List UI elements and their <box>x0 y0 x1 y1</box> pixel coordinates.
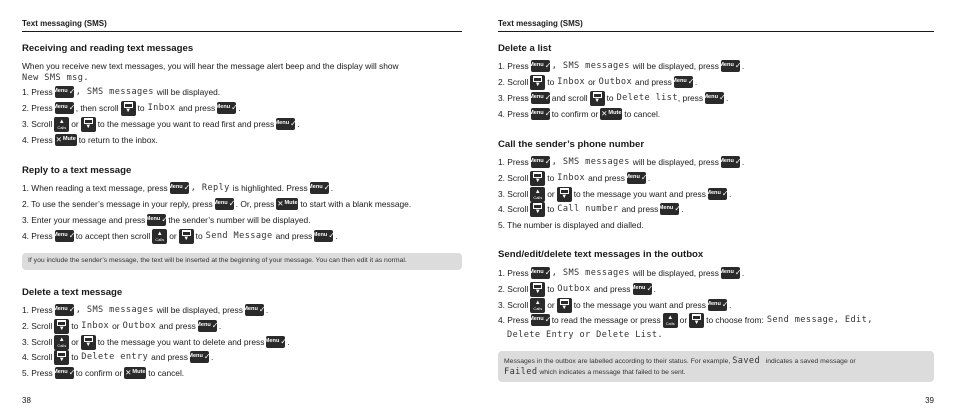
menu-key-icon: Menu ✓ <box>529 315 552 324</box>
menu-key-icon: Menu ✓ <box>308 183 331 192</box>
text: will be displayed. <box>156 86 221 97</box>
menu-key-icon: Menu ✓ <box>706 300 729 309</box>
menu-key-icon: Menu ✓ <box>213 199 236 208</box>
page-number: 38 <box>22 396 31 405</box>
menu-key-icon: Menu ✓ <box>274 119 297 128</box>
text: 1. When reading a text message, press <box>22 182 168 193</box>
step-2 <box>498 171 650 185</box>
menu-key-icon: Menu ✓ <box>53 103 76 112</box>
phonebook-down-key-icon: ▼ <box>530 202 545 217</box>
text: to <box>606 92 614 103</box>
text: to start with a blank message. <box>300 198 412 209</box>
step-2 <box>498 75 697 89</box>
text: 4. Scroll <box>498 203 529 214</box>
text: . <box>741 156 745 167</box>
text: or <box>679 314 688 325</box>
text: 1. Press <box>22 304 53 315</box>
display-text: Delete entry <box>81 351 149 362</box>
display-text: , SMS messages <box>551 60 630 71</box>
text: 2. To use the sender’s message in your reply, press <box>22 198 213 209</box>
text: to <box>195 230 203 241</box>
phonebook-down-key-icon: ▼ <box>530 75 545 90</box>
text: . <box>741 60 745 71</box>
display-text: New SMS msg. <box>22 72 89 83</box>
mute-key-icon: ✕ Mute <box>55 135 76 145</box>
menu-key-icon: Menu ✓ <box>168 183 191 192</box>
menu-key-icon: Menu ✓ <box>53 305 76 314</box>
display-text: Inbox <box>557 172 586 183</box>
text: or <box>71 336 79 347</box>
step-2 <box>22 319 221 333</box>
text: 3. Enter your message and press <box>22 214 146 225</box>
text: to the message you want and press <box>573 188 706 199</box>
text: or <box>588 76 596 87</box>
text: to read the message or press <box>551 314 661 325</box>
step-1 <box>22 181 333 195</box>
display-text: Failed <box>504 366 538 377</box>
step-3 <box>22 213 311 227</box>
text: to cancel. <box>624 108 661 119</box>
calls-up-key-icon: ▲ Calls <box>530 298 545 313</box>
text: 4. Press <box>498 108 529 119</box>
text: or <box>169 230 177 241</box>
text: or <box>547 299 555 310</box>
text: 5. The number is displayed and dialled. <box>498 219 644 230</box>
phonebook-down-key-icon: ▼ <box>689 313 704 328</box>
phonebook-down-key-icon: ▼ <box>530 282 545 297</box>
phonebook-down-key-icon: ▼ <box>81 117 96 132</box>
info-note <box>498 351 934 382</box>
text: . <box>297 118 300 129</box>
step-4 <box>498 313 873 327</box>
text: 3. Scroll <box>22 118 53 129</box>
phonebook-down-key-icon: ▼ <box>121 101 136 116</box>
text: 3. Scroll <box>498 188 529 199</box>
text: to cancel. <box>148 367 185 378</box>
text: to <box>71 351 79 362</box>
text: and press <box>151 351 188 362</box>
text: . <box>694 76 698 87</box>
menu-key-icon: Menu ✓ <box>312 231 335 240</box>
text: the sender’s number will be displayed. <box>168 214 311 225</box>
mute-key-icon: ✕ Mute <box>277 199 298 209</box>
text: 3. Scroll <box>498 299 529 310</box>
step-4 <box>22 350 213 364</box>
text: 3. Scroll <box>22 336 53 347</box>
mute-key-icon: ✕ Mute <box>125 368 146 378</box>
step-3 <box>22 335 290 349</box>
text: 4. Press <box>22 230 53 241</box>
text: will be displayed, press <box>632 60 719 71</box>
section-title-delete-message: Delete a text message <box>22 287 123 298</box>
text: . <box>728 188 732 199</box>
text: or <box>547 188 555 199</box>
step-3 <box>22 117 299 131</box>
text: to choose from: <box>706 314 764 325</box>
display-text: Send Message <box>205 230 273 241</box>
text: and press <box>588 172 625 183</box>
display-text: , Reply <box>190 182 230 193</box>
section-title-receiving: Receiving and reading text messages <box>22 43 194 54</box>
menu-key-icon: Menu ✓ <box>529 157 552 166</box>
text: , press <box>677 92 704 103</box>
phonebook-down-key-icon: ▼ <box>81 335 96 350</box>
text: 4. Press <box>22 134 53 145</box>
header-rule <box>22 31 462 32</box>
phonebook-down-key-icon: ▼ <box>530 171 545 186</box>
display-text: , SMS messages <box>75 86 154 97</box>
menu-key-icon: Menu ✓ <box>196 321 219 330</box>
menu-key-icon: Menu ✓ <box>625 173 648 182</box>
calls-up-key-icon: ▲ Calls <box>663 313 678 328</box>
text: 2. Scroll <box>22 320 53 331</box>
display-text: Call number <box>557 203 619 214</box>
step-4 <box>498 202 684 216</box>
text: to <box>137 102 145 113</box>
text: 3. Press <box>498 92 529 103</box>
step-5 <box>498 218 644 232</box>
menu-key-icon: Menu ✓ <box>719 61 742 70</box>
step-2 <box>498 282 656 296</box>
text: . <box>210 351 214 362</box>
text: to <box>547 172 555 183</box>
step-5 <box>22 366 184 380</box>
phonebook-down-key-icon: ▼ <box>54 319 69 334</box>
text: to the message you want to read first and press <box>97 118 275 129</box>
calls-up-key-icon: ▲ Calls <box>530 187 545 202</box>
step-1 <box>498 155 744 169</box>
text: . <box>681 203 684 214</box>
step-3 <box>498 298 731 312</box>
menu-key-icon: Menu ✓ <box>188 352 211 361</box>
text: . <box>726 92 729 103</box>
info-note: If you include the sender’s message, the text will be inserted at the beginning of your message. You can then edit it as normal. <box>22 253 462 270</box>
note-line-1 <box>504 356 928 367</box>
menu-key-icon: Menu ✓ <box>145 215 169 224</box>
phonebook-down-key-icon: ▼ <box>557 187 572 202</box>
text: . <box>653 283 656 294</box>
step-1 <box>22 85 220 99</box>
text: which indicates a message that failed to be sent. <box>539 368 686 376</box>
text: . <box>335 230 338 241</box>
menu-key-icon: Menu ✓ <box>703 93 726 102</box>
header-rule <box>498 31 934 32</box>
text: . <box>265 304 269 315</box>
text: . <box>287 336 290 347</box>
step-1 <box>498 266 744 280</box>
text: . <box>238 102 241 113</box>
display-text: , SMS messages <box>551 267 630 278</box>
step-4 <box>22 229 338 243</box>
step-3 <box>498 187 731 201</box>
section-title-call-sender: Call the sender’s phone number <box>498 139 645 150</box>
menu-key-icon: Menu ✓ <box>529 93 552 102</box>
section-title-reply: Reply to a text message <box>22 165 132 176</box>
step-2 <box>22 101 241 115</box>
text: When you receive new text messages, you will hear the message alert beep and the display will show <box>22 60 399 71</box>
display-text: Inbox <box>81 320 110 331</box>
phonebook-down-key-icon: ▼ <box>54 350 69 365</box>
text: , then scroll <box>75 102 119 113</box>
mute-key-icon: ✕ Mute <box>601 109 622 119</box>
text: 1. Press <box>498 60 529 71</box>
menu-key-icon: Menu ✓ <box>719 268 742 277</box>
left-page <box>22 0 462 418</box>
running-head: Text messaging (SMS) <box>22 19 107 28</box>
display-text: Delete Entry or Delete List. <box>507 329 664 340</box>
text: to confirm or <box>551 108 599 119</box>
calls-up-key-icon: ▲ Calls <box>54 335 69 350</box>
display-text: Outbox <box>557 283 591 294</box>
text: Messages in the outbox are labelled according to their status. For example, <box>504 358 731 365</box>
text: indicates a saved message or <box>765 358 856 365</box>
text: is highlighted. Press <box>232 182 308 193</box>
calls-up-key-icon: ▲ Calls <box>54 117 69 132</box>
display-text: Outbox <box>122 320 157 331</box>
text: and press <box>178 102 216 113</box>
menu-key-icon: Menu ✓ <box>658 204 682 213</box>
text: and press <box>275 230 313 241</box>
step-3 <box>498 91 728 105</box>
menu-key-icon: Menu ✓ <box>529 61 552 70</box>
menu-key-icon: Menu ✓ <box>706 189 729 198</box>
text: . <box>330 182 334 193</box>
text: . <box>741 267 745 278</box>
running-head: Text messaging (SMS) <box>498 19 583 28</box>
page-number: 39 <box>925 396 934 405</box>
text: or <box>71 118 79 129</box>
step-4 <box>498 107 660 121</box>
text: 1. Press <box>22 86 53 97</box>
step-4-continued <box>507 328 663 342</box>
text: and press <box>635 76 672 87</box>
text: 4. Scroll <box>22 351 53 362</box>
text: to <box>547 283 555 294</box>
section-title-delete-list: Delete a list <box>498 43 552 54</box>
step-1 <box>498 59 744 73</box>
text: to <box>71 320 79 331</box>
display-text: Inbox <box>557 76 586 87</box>
text: . Or, press <box>235 198 275 209</box>
menu-key-icon: Menu ✓ <box>215 103 238 112</box>
menu-key-icon: Menu ✓ <box>243 305 266 314</box>
text: to <box>547 76 555 87</box>
text: and press <box>593 283 631 294</box>
text: will be displayed, press <box>632 156 719 167</box>
text: . <box>647 172 651 183</box>
text: to <box>547 203 555 214</box>
text: to return to the inbox. <box>78 134 158 145</box>
text: and scroll <box>551 92 588 103</box>
text: to the message you want to delete and press <box>97 336 265 347</box>
menu-key-icon: Menu ✓ <box>529 268 552 277</box>
text: 1. Press <box>498 267 529 278</box>
text: 1. Press <box>498 156 529 167</box>
text: 5. Press <box>22 367 53 378</box>
menu-key-icon: Menu ✓ <box>53 368 76 377</box>
display-text: Delete list <box>616 92 678 103</box>
menu-key-icon: Menu ✓ <box>264 337 288 346</box>
display-text: , SMS messages <box>551 156 630 167</box>
text: to the message you want and press <box>573 299 706 310</box>
text: to confirm or <box>75 367 123 378</box>
text: 2. Press <box>22 102 53 113</box>
right-page <box>498 0 934 418</box>
display-text: Inbox <box>147 102 176 113</box>
text: to accept then scroll <box>75 230 151 241</box>
text: or <box>112 320 120 331</box>
text: 4. Press <box>498 314 529 325</box>
menu-key-icon: Menu ✓ <box>529 109 552 118</box>
text: and press <box>159 320 196 331</box>
display-text: Saved <box>732 356 761 366</box>
text: will be displayed, press <box>156 304 243 315</box>
text: will be displayed, press <box>632 267 719 278</box>
menu-key-icon: Menu ✓ <box>719 157 742 166</box>
menu-key-icon: Menu ✓ <box>53 87 76 96</box>
calls-up-key-icon: ▲ Calls <box>152 229 167 244</box>
menu-key-icon: Menu ✓ <box>630 284 654 293</box>
display-text: Outbox <box>598 76 633 87</box>
display-text: Send message, Edit, <box>766 314 873 325</box>
menu-key-icon: Menu ✓ <box>672 77 695 86</box>
phonebook-down-key-icon: ▼ <box>179 229 194 244</box>
text: 2. Scroll <box>498 283 529 294</box>
text: 2. Scroll <box>498 172 529 183</box>
display-text: , SMS messages <box>75 304 154 315</box>
step-1 <box>22 303 268 317</box>
section-title-outbox: Send/edit/delete text messages in the outbox <box>498 249 704 260</box>
intro-line-2 <box>22 71 89 85</box>
step-2 <box>22 197 411 211</box>
phonebook-down-key-icon: ▼ <box>557 298 572 313</box>
text: 2. Scroll <box>498 76 529 87</box>
text: . <box>218 320 222 331</box>
phonebook-down-key-icon: ▼ <box>590 91 605 106</box>
text: . <box>728 299 732 310</box>
text: and press <box>621 203 659 214</box>
menu-key-icon: Menu ✓ <box>53 231 76 240</box>
note-line-2 <box>504 367 928 378</box>
step-4 <box>22 133 158 147</box>
